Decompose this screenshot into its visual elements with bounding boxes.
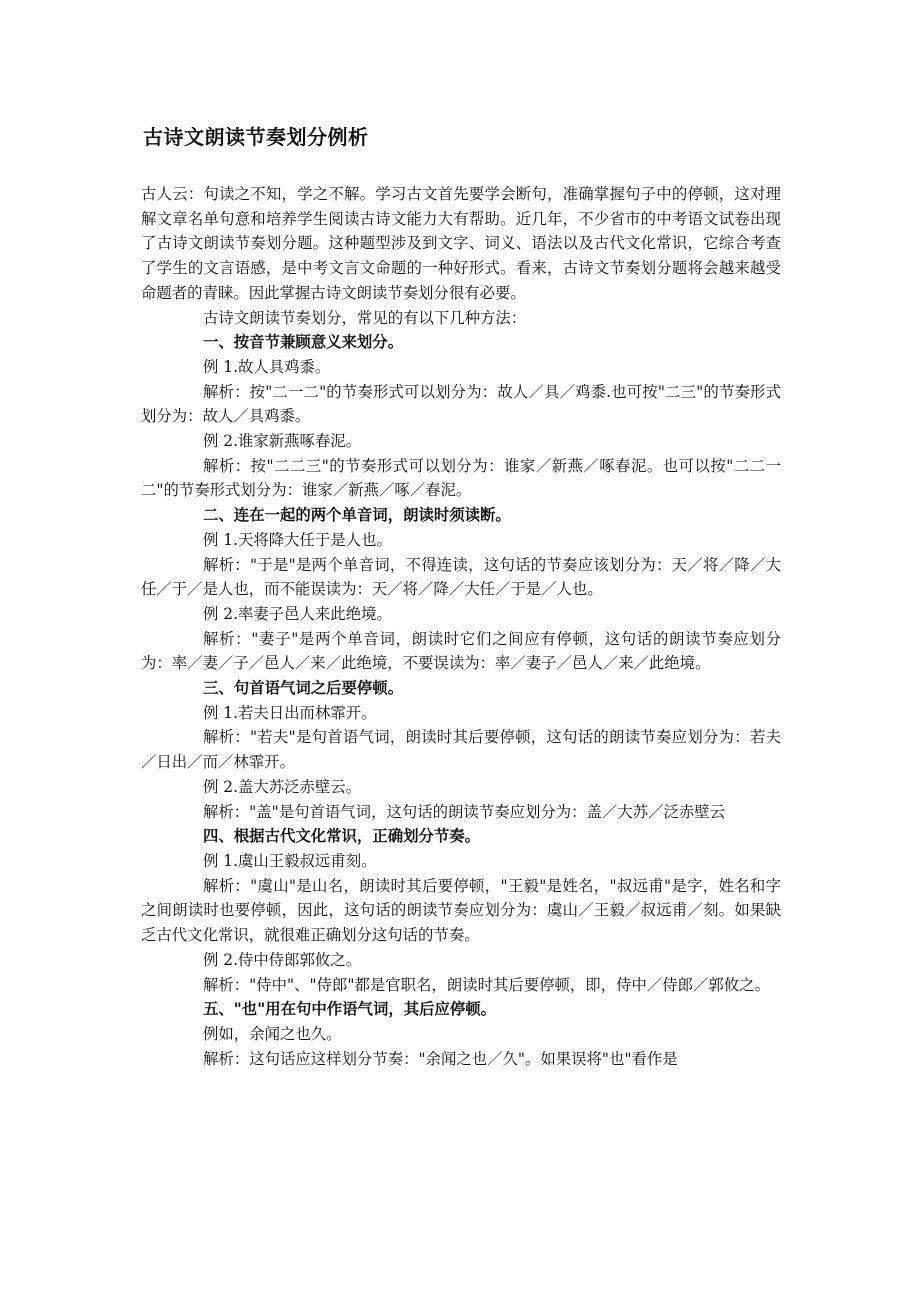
document-title: 古诗文朗读节奏划分例析: [143, 125, 369, 149]
section-3-analysis-2: 解析："盖"是句首语气词，这句话的朗读节奏应划分为：盖／大苏／泛赤壁云: [203, 802, 726, 821]
section-5-heading: 五、"也"用在句中作语气词，其后应停顿。: [203, 1000, 497, 1019]
section-5-analysis-1: 解析：这句话应这样划分节奏："余闻之也／久"。如果误将"也"看作是: [203, 1049, 678, 1068]
intro-paragraph: 古人云：句读之不知，学之不解。学习古文首先要学会断句，准确掌握句子中的停顿，这对理解文章名单句意和培养学生阅读古诗文能力大有帮助。近几年，不少省市的中考语文试卷出现了古诗文朗读节奏划分题。这种题型涉及到文字、词义、语法以及古代文化常识，它综合考查了学生的文言语感，是中考文言文命题的一种好形式。看来，古诗文节奏划分题将会越来越受命题者的青睐。因此掌握古诗文朗读节奏划分很有必要。: [141, 185, 781, 302]
section-4-analysis-1: 解析："虞山"是山名，朗读时其后要停顿，"王毅"是姓名，"叔远甫"是字，姓名和字之间朗读时也要停顿，因此，这句话的朗读节奏应划分为：虞山／王毅／叔远甫／刻。如果缺乏古代文化常识，就很难正确划分这句话的节奏。: [141, 876, 781, 945]
section-3-example-2: 例 2.盖大苏泛赤壁云。: [203, 777, 362, 796]
section-3-heading: 三、句首语气词之后要停顿。: [203, 679, 404, 698]
section-4-example-1: 例 1.虞山王毅叔远甫刻。: [203, 851, 377, 870]
section-3-example-1: 例 1.若夫日出而林霏开。: [203, 703, 377, 722]
section-2-analysis-1: 解析："于是"是两个单音词，不得连读，这句话的节奏应该划分为：天／将／降／大任／于／是人也，而不能误读为：天／将／降／大任／于是／人也。: [141, 555, 781, 599]
section-1-example-1: 例 1.故人具鸡黍。: [203, 357, 331, 376]
section-2-heading: 二、连在一起的两个单音词，朗读时须读断。: [203, 506, 511, 525]
section-1-heading: 一、按音节兼顾意义来划分。: [203, 333, 404, 352]
section-2-example-2: 例 2.率妻子邑人来此绝境。: [203, 604, 392, 623]
methods-intro: 古诗文朗读节奏划分，常见的有以下几种方法：: [203, 308, 527, 327]
section-4-analysis-2: 解析："侍中"、"侍郎"都是官职名，朗读时其后要停顿，即，侍中／侍郎／郭攸之。: [203, 975, 770, 994]
section-5-example-1: 例如，余闻之也久。: [203, 1024, 342, 1043]
section-1-example-2: 例 2.谁家新燕啄春泥。: [203, 432, 362, 451]
section-4-heading: 四、根据古代文化常识，正确划分节奏。: [203, 827, 481, 846]
section-3-analysis-1: 解析："若夫"是句首语气词，朗读时其后要停顿，这句话的朗读节奏应划分为：若夫／日出／而／林霏开。: [141, 728, 781, 772]
section-4-example-2: 例 2.侍中侍郎郭攸之。: [203, 950, 362, 969]
section-1-analysis-2: 解析：按"二二三"的节奏形式可以划分为：谁家／新燕／啄春泥。也可以按"二二一二"的节奏形式划分为：谁家／新燕／啄／春泥。: [141, 456, 781, 500]
section-2-analysis-2: 解析："妻子"是两个单音词，朗读时它们之间应有停顿，这句话的朗读节奏应划分为：率／妻／子／邑人／来／此绝境，不要误读为：率／妻子／邑人／来／此绝境。: [141, 629, 781, 673]
section-1-analysis-1: 解析：按"二一二"的节奏形式可以划分为：故人／具／鸡黍.也可按"二三"的节奏形式划分为：故人／具鸡黍。: [141, 382, 781, 426]
section-2-example-1: 例 1.天将降大任于是人也。: [203, 530, 392, 549]
document-body: [141, 182, 781, 1071]
